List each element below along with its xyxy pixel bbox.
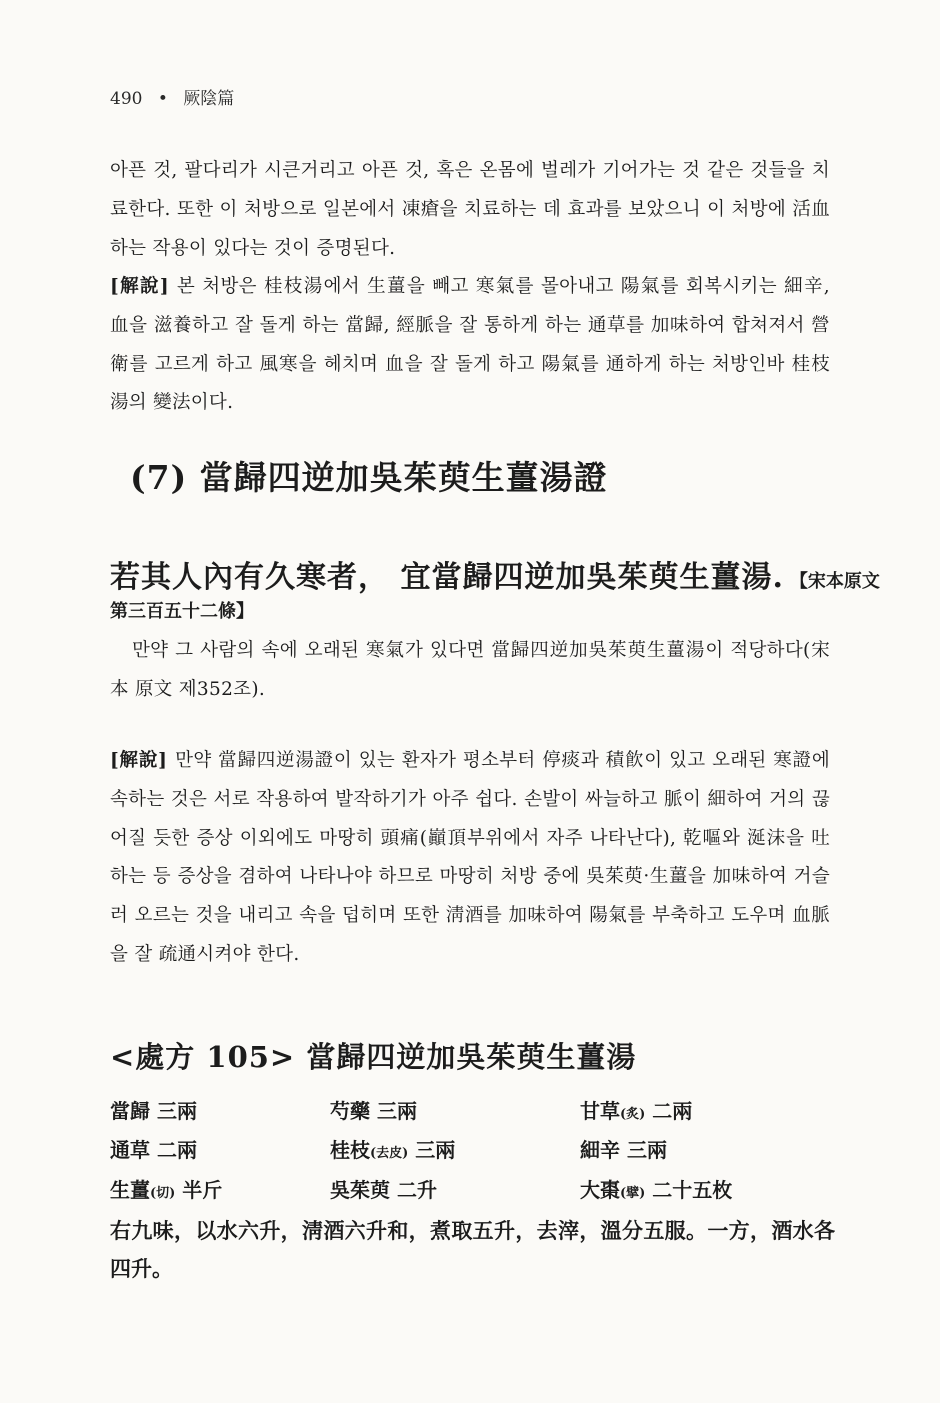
- clause-text: [110, 552, 880, 596]
- herb-item: [580, 1095, 692, 1124]
- herb-note: (擘): [620, 1186, 646, 1201]
- page-header: [110, 84, 234, 109]
- preparation-text: 右九味，以水六升，淸酒六升和，煮取五升，去滓，溫分五服。一方，酒水各四升。: [110, 1218, 835, 1281]
- commentary-2-paragraph: [110, 742, 830, 975]
- herb-note: (去皮): [370, 1146, 409, 1161]
- herb-dose: 半斤: [182, 1178, 223, 1202]
- herb-dose: 三兩: [156, 1099, 197, 1123]
- herb-item: [330, 1174, 437, 1203]
- formula-title: <處方 105> 當歸四逆加吳茱萸生薑湯: [110, 1040, 637, 1074]
- intro-paragraph: 아픈 것, 팔다리가 시큰거리고 아픈 것, 혹은 온몸에 벌레가 기어가는 것 같은 것들을 치료한다. 또한 이 처방으로 일본에서 凍瘡을 치료하는 데 효과를 보았으니 이 처방에 活血하는 작용이 있다는 것이 증명된다.: [110, 160, 830, 259]
- herb-name: 吳茱萸: [330, 1178, 390, 1202]
- herb-name: 生薑: [110, 1178, 150, 1202]
- herb-name: 大棗: [580, 1178, 620, 1202]
- herb-dose: 三兩: [626, 1138, 667, 1162]
- herb-name: 細辛: [580, 1138, 620, 1162]
- herb-name: 桂枝: [330, 1138, 370, 1162]
- herb-dose: 三兩: [415, 1138, 456, 1162]
- herb-dose: 二十五枚: [652, 1178, 733, 1202]
- herb-item: [110, 1174, 222, 1203]
- commentary-1-block: [110, 268, 830, 423]
- herb-name: 通草: [110, 1138, 150, 1162]
- herb-dose: 二兩: [156, 1138, 197, 1162]
- herb-item: [580, 1174, 732, 1203]
- herb-name: 當歸: [110, 1099, 150, 1123]
- herb-note: (炙): [620, 1107, 646, 1122]
- herb-item: [110, 1095, 197, 1124]
- section-title: (7) 當歸四逆加吳茱萸生薑湯證: [130, 458, 608, 497]
- commentary-2-label: [解說]: [110, 750, 168, 771]
- intro-block: [110, 152, 830, 268]
- herb-dose: 二升: [396, 1178, 437, 1202]
- commentary-1-label: [解說]: [110, 276, 169, 297]
- commentary-2-text: 만약 當歸四逆湯證이 있는 환자가 평소부터 停痰과 積飮이 있고 오래된 寒證에 속하는 것은 서로 작용하여 발작하기가 아주 쉽다. 손발이 싸늘하고 脈이 細하여 거의 끊어질 듯한 증상 이외에도 마땅히 頭痛(巓頂부위에서 자주 나타난다), 乾嘔와 涎沫을 吐하는 등 증상을 겸하여 나타나야 하므로 마땅히 처방 중에 吳茱萸·生薑을 加味하여 거슬러 오르는 것을 내리고 속을 덥히며 또한 淸酒를 加味하여 陽氣를 부축하고 도우며 血脈을 잘 疏通시켜야 한다.: [110, 750, 830, 965]
- chapter-title: 厥陰篇: [183, 89, 235, 109]
- herb-dose: 三兩: [376, 1099, 417, 1123]
- translation-paragraph: 만약 그 사람의 속에 오래된 寒氣가 있다면 當歸四逆加吳茱萸生薑湯이 적당하다(宋本 原文 제352조).: [110, 640, 830, 700]
- clause-source-1: 【宋本原文: [789, 571, 880, 592]
- header-bullet: •: [157, 89, 168, 109]
- page-number: 490: [110, 89, 143, 109]
- herb-dose: 二兩: [652, 1099, 693, 1123]
- clause-body: 若其人內有久寒者， 宜當歸四逆加吳茱萸生薑湯.: [110, 560, 784, 595]
- herb-name: 芍藥: [330, 1099, 370, 1123]
- herb-name: 甘草: [580, 1099, 620, 1123]
- herb-item: [330, 1134, 455, 1163]
- translation-block: [110, 632, 830, 710]
- commentary-2-block: [110, 742, 830, 975]
- herb-item: [580, 1134, 667, 1163]
- herb-note: (切): [150, 1186, 176, 1201]
- herb-item: [330, 1095, 417, 1124]
- commentary-1-text: 본 처방은 桂枝湯에서 生薑을 빼고 寒氣를 몰아내고 陽氣를 회복시키는 細辛, 血을 滋養하고 잘 돌게 하는 當歸, 經脈을 잘 통하게 하는 通草를 加味하여 합쳐져서 營衛를 고르게 하고 風寒을 헤치며 血을 잘 돌게 하고 陽氣를 通하게 하는 처방인바 桂枝湯의 變法이다.: [110, 276, 830, 414]
- herb-item: [110, 1134, 197, 1163]
- commentary-1-paragraph: [110, 268, 830, 423]
- clause-source-2: 第三百五十二條】: [110, 601, 254, 622]
